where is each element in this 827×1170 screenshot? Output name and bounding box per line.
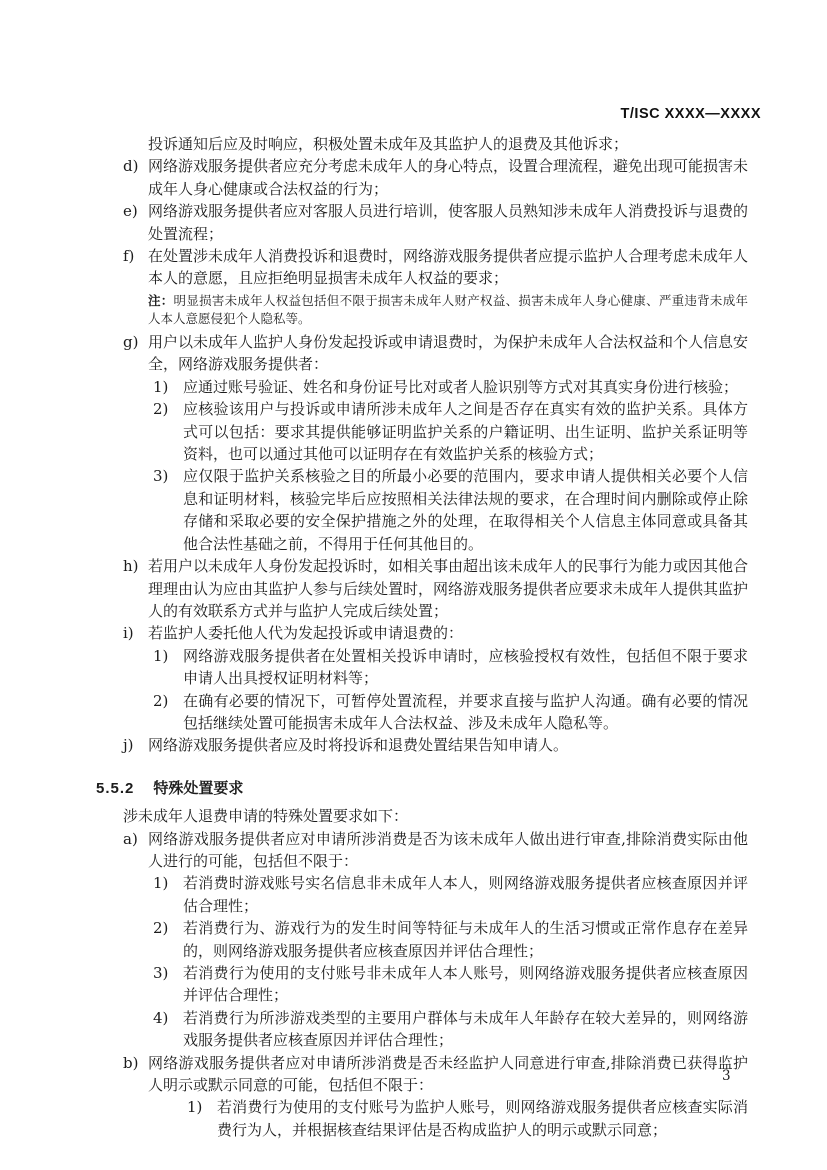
section-number: 5.5.2	[96, 779, 135, 797]
sub-list-item	[153, 465, 748, 555]
item-text: 网络游戏服务提供者应对申请所涉消费是否未经监护人同意进行审查,排除消费已获得监护人明示或默示同意的可能，包括但不限于：	[148, 1053, 748, 1095]
sub-list-item	[153, 376, 748, 398]
item-label: h)	[123, 557, 139, 576]
item-text: 若消费行为使用的支付账号为监护人账号，则网络游戏服务提供者应核查实际消费行为人，并根据核查结果评估是否构成监护人的明示或默示同意；	[217, 1098, 748, 1139]
item-label: b)	[123, 1053, 139, 1072]
item-text: 若消费行为使用的支付账号非未成年人本人账号，则网络游戏服务提供者应核查原因并评估合理性；	[183, 964, 748, 1005]
sub-list-item	[153, 872, 748, 917]
continuation-line	[148, 133, 748, 155]
document-header-code: T/ISC XXXX—XXXX	[620, 106, 761, 122]
item-label: 3)	[153, 467, 169, 486]
list-item	[123, 245, 749, 290]
item-text: 网络游戏服务提供者应充分考虑未成年人的身心特点，设置合理流程，避免出现可能损害未成年人身心健康或合法权益的行为；	[148, 157, 749, 198]
section-heading	[96, 778, 748, 800]
item-label: j)	[123, 736, 134, 755]
sub-list-item	[153, 917, 748, 962]
list-item	[123, 555, 749, 622]
item-text: 若消费行为、游戏行为的发生时间等特征与未成年人的生活习惯或正常作息存在差异的，则网络游戏服务提供者应核查原因并评估合理性；	[183, 919, 748, 960]
section-title: 特殊处置要求	[153, 779, 244, 797]
list-item	[123, 622, 748, 644]
item-text: 投诉通知后应及时响应，积极处置未成年及其监护人的退费及其他诉求；	[148, 135, 629, 153]
item-label: 注：	[148, 293, 174, 308]
sub-sub-list-item	[187, 1096, 748, 1141]
list-item	[123, 828, 748, 873]
note	[148, 292, 748, 329]
item-label: a)	[123, 829, 138, 848]
page-number: 3	[722, 1068, 731, 1084]
item-label: e)	[123, 202, 138, 221]
item-text: 应仅限于监护关系核验之目的所最小必要的范围内，要求申请人提供相关必要个人信息和证明材料，核验完毕后应按照相关法律法规的要求，在合理时间内删除或停止除存储和采取必要的安全保护措施之外的处理，在取得相关个人信息主体同意或具备其他合法性基础之前，不得用于任何其他目的。	[183, 467, 748, 553]
item-text: 若消费行为所涉游戏类型的主要用户群体与未成年人年龄存在较大差异的，则网络游戏服务提供者应核查原因并评估合理性；	[183, 1008, 748, 1050]
item-text: 若消费时游戏账号实名信息非未成年人本人，则网络游戏服务提供者应核查原因并评估合理性；	[183, 874, 748, 915]
item-label: 3)	[153, 964, 169, 982]
item-label: 1)	[153, 377, 169, 396]
item-label: 1)	[153, 646, 169, 665]
item-label: 1)	[187, 1098, 203, 1117]
sub-list-item	[153, 1007, 748, 1052]
item-text: 明显损害未成年人权益包括但不限于损害未成年人财产权益、损害未成年人身心健康、严重违背未成年人本人意愿侵犯个人隐私等。	[148, 292, 748, 327]
item-text: 网络游戏服务提供者应对客服人员进行培训，使客服人员熟知涉未成年人消费投诉与退费的处置流程；	[148, 202, 749, 243]
item-text: 若用户以未成年人身份发起投诉时，如相关事由超出该未成年人的民事行为能力或因其他合理理由认为应由其监护人参与后续处置时，网络游戏服务提供者应要求未成年人提供其监护人的有效联系方式并与监护人完成后续处置；	[148, 557, 749, 620]
item-text: 网络游戏服务提供者在处置相关投诉申请时，应核验授权有效性，包括但不限于要求申请人出具授权证明材料等；	[183, 646, 748, 688]
item-label: 2)	[153, 400, 169, 419]
item-label: 4)	[153, 1008, 169, 1027]
list-item	[123, 734, 748, 756]
item-text: 网络游戏服务提供者应及时将投诉和退费处置结果告知申请人。	[148, 736, 569, 755]
item-text: 在处置涉未成年人消费投诉和退费时，网络游戏服务提供者应提示监护人合理考虑未成年人本人的意愿，且应拒绝明显损害未成年人权益的要求；	[148, 247, 749, 288]
sub-list-item	[153, 962, 748, 1007]
item-label: i)	[123, 624, 134, 643]
document-body	[96, 133, 748, 1141]
sub-list-item	[153, 398, 748, 465]
item-text: 用户以未成年人监护人身份发起投诉或申请退费时，为保护未成年人合法权益和个人信息安全，网络游戏服务提供者：	[148, 333, 749, 374]
list-item	[123, 1052, 748, 1097]
item-text: 应通过账号验证、姓名和身份证号比对或者人脸识别等方式对其真实身份进行核验；	[183, 377, 739, 396]
item-text: 网络游戏服务提供者应对申请所涉消费是否为该未成年人做出进行审查,排除消费实际由他人进行的可能，包括但不限于：	[148, 829, 748, 870]
sub-list-item	[153, 690, 748, 735]
item-label: 2)	[153, 919, 169, 938]
paragraph	[123, 805, 748, 827]
item-label: g)	[123, 333, 139, 352]
item-text: 若监护人委托他人代为发起投诉或申请退费的：	[148, 624, 464, 643]
item-label: d)	[123, 157, 139, 176]
sub-list-item	[153, 645, 748, 690]
list-item	[123, 155, 749, 200]
item-text: 涉未成年人退费申请的特殊处置要求如下：	[123, 807, 409, 826]
list-item	[123, 331, 749, 376]
item-label: 1)	[153, 874, 169, 893]
list-item	[123, 200, 749, 245]
item-label: 2)	[153, 691, 169, 710]
item-label: f)	[123, 247, 135, 266]
item-text: 在确有必要的情况下，可暂停处置流程，并要求直接与监护人沟通。确有必要的情况包括继续处置可能损害未成年人合法权益、涉及未成年人隐私等。	[183, 691, 748, 732]
item-text: 应核验该用户与投诉或申请所涉未成年人之间是否存在真实有效的监护关系。具体方式可以包括：要求其提供能够证明监护关系的户籍证明、出生证明、监护关系证明等资料，也可以通过其他可以证明存在有效监护关系的核验方式；	[183, 400, 748, 464]
